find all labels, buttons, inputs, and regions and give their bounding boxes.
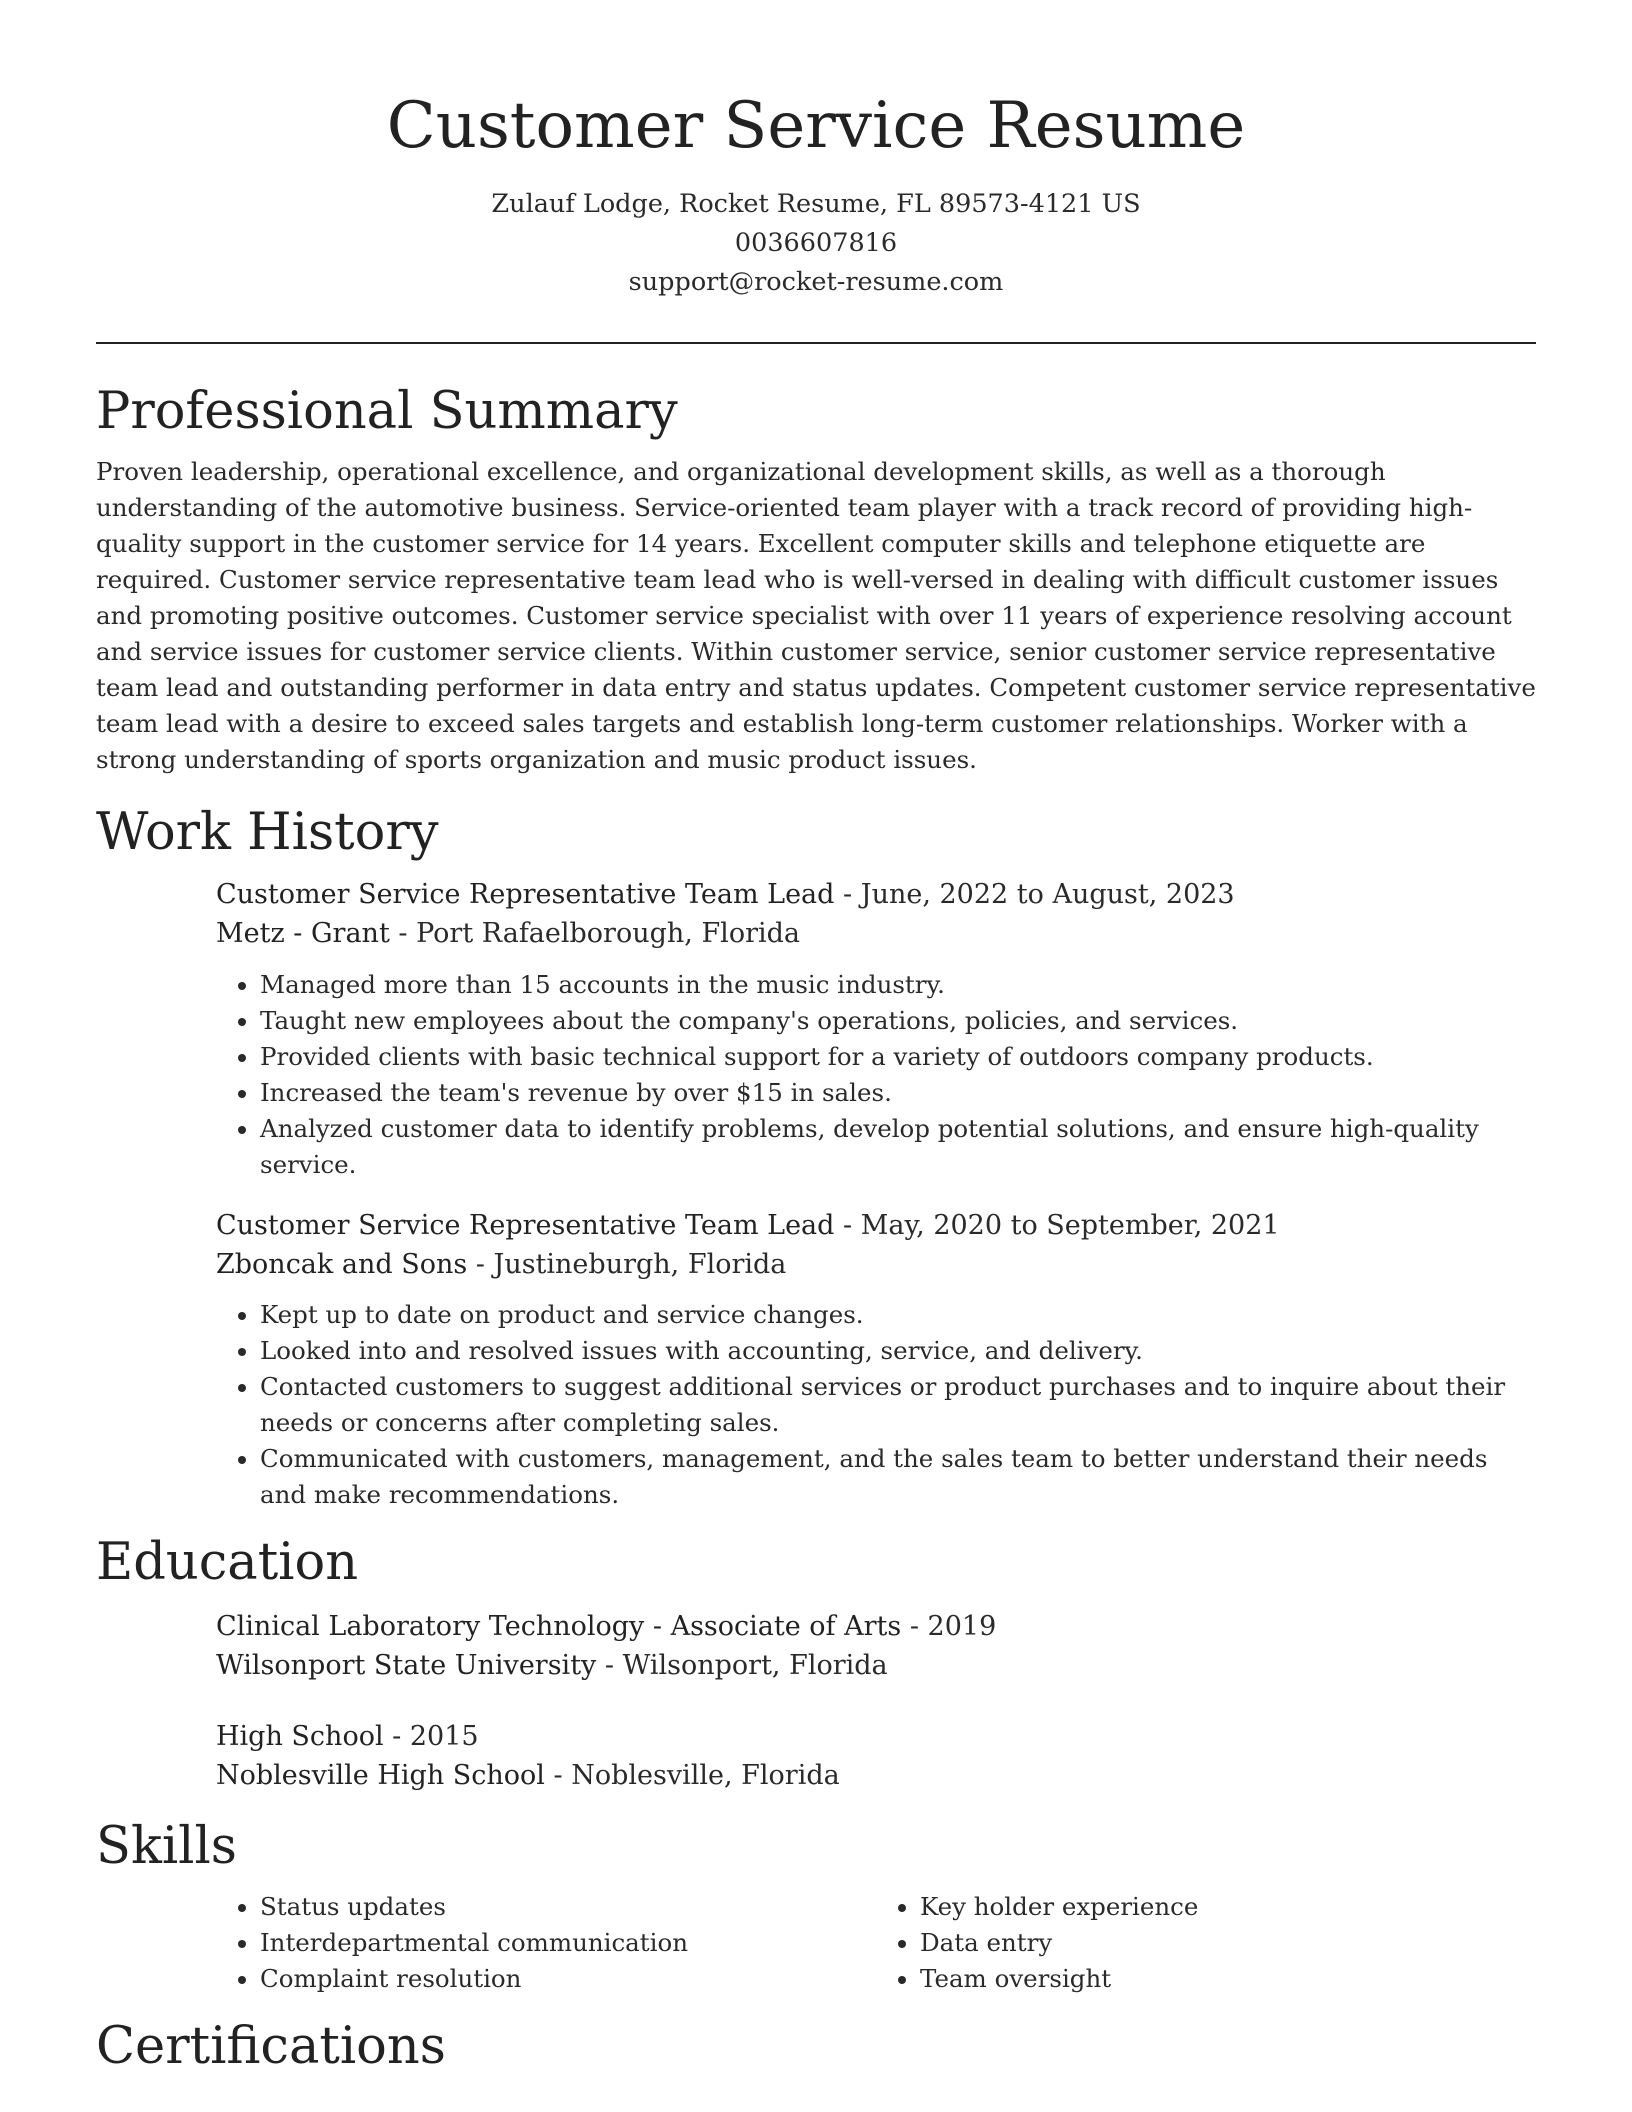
- skill-item: • Interdepartmental communication: [260, 1925, 876, 1961]
- list-item: • Contacted customers to suggest additional services or product purchases and to inquire about their needs or concerns after completing sales.: [260, 1369, 1536, 1441]
- phone: 0036607816: [734, 228, 898, 258]
- list-item: • Analyzed customer data to identify problems, develop potential solutions, and ensure high-quality service.: [260, 1111, 1536, 1183]
- job-location: - Port Rafaelborough, Florida: [389, 918, 800, 949]
- education-school-line: [216, 1756, 1536, 1795]
- job-bullets: [216, 1297, 1536, 1513]
- section-title-certifications: Certifications: [96, 2017, 446, 2076]
- education-degree-line: [216, 1717, 1536, 1756]
- job-role: Customer Service Representative Team Lead: [216, 1210, 835, 1241]
- education-degree-line: [216, 1607, 1536, 1646]
- education-year: - 2019: [901, 1611, 997, 1642]
- job-role: Customer Service Representative Team Lead: [216, 879, 835, 910]
- skills-list: [216, 1889, 1536, 1997]
- section-title-education: Education: [96, 1533, 359, 1592]
- skill-item: • Status updates: [260, 1889, 876, 1925]
- job-company-line: [216, 914, 1536, 953]
- resume-title: Customer Service Resume: [386, 89, 1246, 163]
- education-school: Noblesville High School: [216, 1760, 545, 1791]
- skills-column-left: [216, 1889, 876, 1997]
- education-entry: [216, 1607, 1536, 1685]
- job-header: [216, 1206, 1536, 1245]
- job-dates: - May, 2020 to September, 2021: [834, 1210, 1280, 1241]
- summary-text: Proven leadership, operational excellence, and organizational development skills, as well as a thorough understanding of the automotive business. Service-oriented team player with a track record of providing high-quality support in the customer service for 14 years. Excellent computer skills and telephone etiquette are required. Customer service representative team lead who is well-versed in dealing with difficult customer issues and promoting positive outcomes. Customer service specialist with over 11 years of experience resolving account and service issues for customer service clients. Within customer service, senior customer service representative team lead and outstanding performer in data entry and status updates. Competent customer service representative team lead with a desire to exceed sales targets and establish long-term customer relationships. Worker with a strong understanding of sports organization and music product issues.: [96, 457, 1536, 774]
- resume-page: [96, 0, 1536, 2075]
- job-entry: [216, 875, 1536, 1183]
- skills-column-right: [876, 1889, 1536, 1997]
- section-title-work: Work History: [96, 803, 439, 862]
- job-company: Metz - Grant: [216, 918, 390, 949]
- job-location: - Justineburgh, Florida: [467, 1249, 787, 1280]
- job-company: Zboncak and Sons: [216, 1249, 468, 1280]
- list-item: • Increased the team's revenue by over $15 in sales.: [260, 1075, 1536, 1111]
- education-entry: [216, 1717, 1536, 1795]
- education-school: Wilsonport State University: [216, 1650, 597, 1681]
- education-degree: Clinical Laboratory Technology - Associate of Arts: [216, 1611, 902, 1642]
- job-company-line: [216, 1245, 1536, 1284]
- skill-item: • Key holder experience: [920, 1889, 1536, 1925]
- education-school-line: [216, 1646, 1536, 1685]
- list-item: • Communicated with customers, management, and the sales team to better understand their needs and make recommendations.: [260, 1441, 1536, 1513]
- address: Zulauf Lodge, Rocket Resume, FL 89573-4121 US: [491, 189, 1141, 219]
- section-title-skills: Skills: [96, 1817, 237, 1876]
- education-location: - Noblesville, Florida: [544, 1760, 840, 1791]
- skill-item: • Complaint resolution: [260, 1961, 876, 1997]
- list-item: • Kept up to date on product and service changes.: [260, 1297, 1536, 1333]
- job-entry: [216, 1206, 1536, 1513]
- job-bullets: [216, 967, 1536, 1183]
- list-item: • Managed more than 15 accounts in the music industry.: [260, 967, 1536, 1003]
- education-degree: High School: [216, 1721, 384, 1752]
- education-location: - Wilsonport, Florida: [596, 1650, 888, 1681]
- education-year: - 2015: [383, 1721, 479, 1752]
- skill-item: • Data entry: [920, 1925, 1536, 1961]
- skill-item: • Team oversight: [920, 1961, 1536, 1997]
- job-dates: - June, 2022 to August, 2023: [834, 879, 1235, 910]
- list-item: • Looked into and resolved issues with accounting, service, and delivery.: [260, 1333, 1536, 1369]
- list-item: • Provided clients with basic technical support for a variety of outdoors company products.: [260, 1039, 1536, 1075]
- list-item: • Taught new employees about the company's operations, policies, and services.: [260, 1003, 1536, 1039]
- section-title-summary: Professional Summary: [96, 382, 678, 441]
- header-divider: [96, 342, 1536, 344]
- contact-info: [96, 185, 1536, 302]
- job-header: [216, 875, 1536, 914]
- email: support@rocket-resume.com: [628, 267, 1004, 297]
